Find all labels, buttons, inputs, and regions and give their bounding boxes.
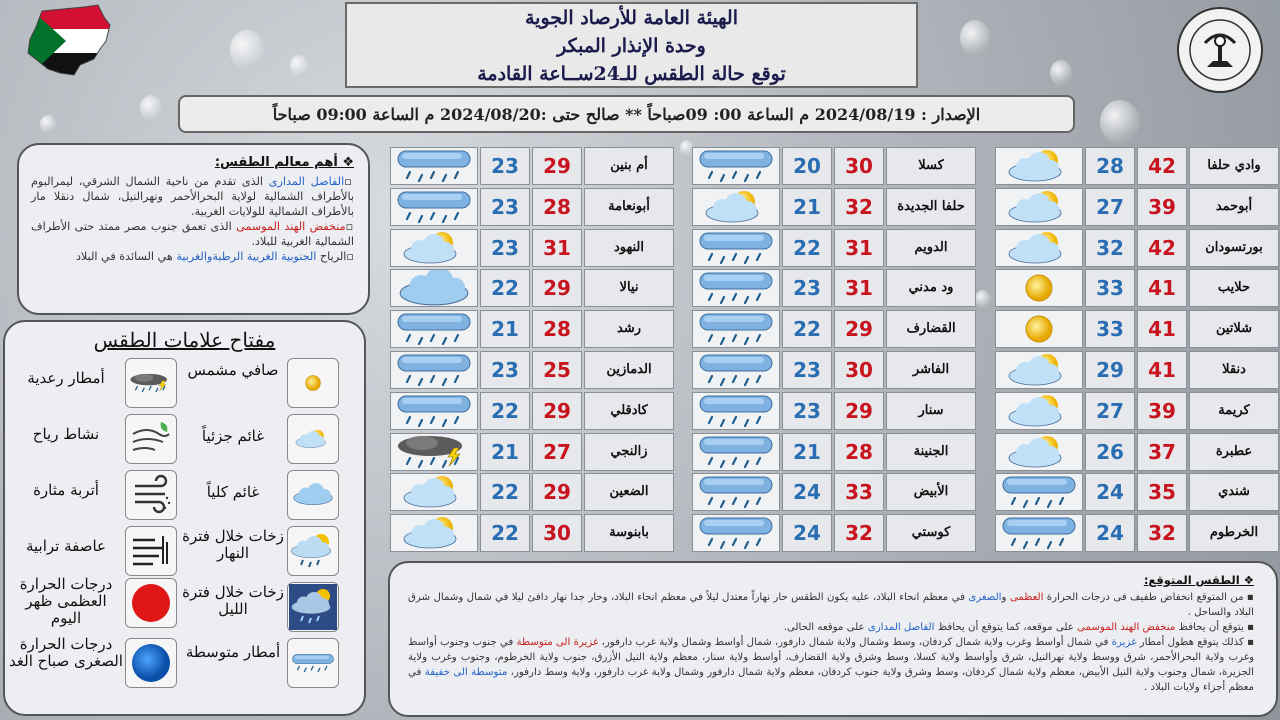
- min-temp: 24: [1085, 473, 1135, 511]
- city-row: [993, 269, 1279, 307]
- city-name: حلفا الجديدة: [886, 188, 976, 226]
- city-row: [690, 269, 976, 307]
- rain-icon: [692, 392, 780, 430]
- max-temp: 30: [834, 351, 884, 389]
- city-name: دنقلا: [1189, 351, 1279, 389]
- partly-cloudy-icon: [995, 147, 1083, 185]
- forecast-paragraph: ▪ من المتوقع انخفاض طفيف فى درجات الحرارة العظمى والصغرى في معظم انحاء البلاد، عليه يكون الطقس حار نهاراً معتدل ليلاً في معظم انحاء البلاد، وحار جدا نهار دافئ ليلا في شمال وشمال شرق البلاد والساحل .: [408, 592, 1254, 618]
- max-temp: 32: [1137, 514, 1187, 552]
- city-row: [388, 351, 674, 389]
- city-name: القضارف: [886, 310, 976, 348]
- city-name: كوستي: [886, 514, 976, 552]
- city-name: الجنينة: [886, 433, 976, 471]
- dust-icon: [125, 470, 177, 520]
- forecast-section-title: ❖ الطقس المتوقع:: [1143, 573, 1254, 587]
- city-name: ود مدني: [886, 269, 976, 307]
- city-row: [388, 392, 674, 430]
- min-temp: 22: [480, 269, 530, 307]
- city-row: [690, 514, 976, 552]
- city-row: [690, 351, 976, 389]
- city-name: كسلا: [886, 147, 976, 185]
- max-temp: 29: [532, 473, 582, 511]
- city-row: [993, 514, 1279, 552]
- issue-validity-bar: [178, 95, 1075, 133]
- city-name: الدويم: [886, 229, 976, 267]
- city-name: النهود: [584, 229, 674, 267]
- cloudy-icon: [287, 470, 339, 520]
- min-temp: 23: [782, 351, 832, 389]
- legend-label: زخات خلال فترة الليل: [182, 583, 284, 618]
- city-row: [388, 147, 674, 185]
- legend-label: درجات الحرارة الصغرى صباح الغد: [9, 635, 123, 670]
- cloudy-icon: [390, 269, 478, 307]
- partly-cloudy-icon: [995, 188, 1083, 226]
- met-authority-logo-icon: [1175, 5, 1265, 95]
- night-showers-icon: [287, 582, 339, 632]
- max-temp: 37: [1137, 433, 1187, 471]
- city-name: كريمة: [1189, 392, 1279, 430]
- max-temp: 33: [834, 473, 884, 511]
- max-temp: 29: [834, 392, 884, 430]
- max-temp: 29: [532, 269, 582, 307]
- max-temp: 32: [834, 514, 884, 552]
- max-temp: 41: [1137, 310, 1187, 348]
- legend-label: غائم جزئياً: [201, 427, 265, 445]
- max-temp: 30: [834, 147, 884, 185]
- thunderstorm-icon: [125, 358, 177, 408]
- thunderstorm-icon: [390, 433, 478, 471]
- expected-weather-panel: [388, 561, 1278, 717]
- max-temp: 31: [834, 229, 884, 267]
- sunny-icon: [995, 269, 1083, 307]
- sunny-icon: [287, 358, 339, 408]
- rain-icon: [692, 433, 780, 471]
- max-temp: 41: [1137, 269, 1187, 307]
- rain-icon: [390, 392, 478, 430]
- legend-title: مفتاح علامات الطقس: [93, 328, 276, 352]
- rain-icon: [390, 310, 478, 348]
- min-temp: 22: [782, 310, 832, 348]
- city-name: شندي: [1189, 473, 1279, 511]
- city-name: الدمازين: [584, 351, 674, 389]
- city-row: [993, 147, 1279, 185]
- min-temp: 23: [480, 351, 530, 389]
- min-temp: 23: [480, 229, 530, 267]
- weather-features-panel: [17, 143, 370, 315]
- legend-label: صافي مشمس: [187, 361, 279, 379]
- feature-item: ▫الرياح الجنوبية الغربية الرطبةوالغربية هي السائدة في البلاد: [75, 250, 354, 263]
- max-temp: 31: [834, 269, 884, 307]
- partly-cloudy-icon: [995, 351, 1083, 389]
- city-name: الفاشر: [886, 351, 976, 389]
- min-temp: 22: [782, 229, 832, 267]
- day-showers-icon: [287, 526, 339, 576]
- city-row: [690, 392, 976, 430]
- min-temp: 24: [1085, 514, 1135, 552]
- city-name: زالنجي: [584, 433, 674, 471]
- max-temp: 32: [834, 188, 884, 226]
- header-title-box: [345, 2, 918, 88]
- min-temp: 21: [480, 310, 530, 348]
- max-temp: 39: [1137, 188, 1187, 226]
- partly-cloudy-icon: [390, 229, 478, 267]
- min-temp: 22: [480, 514, 530, 552]
- city-row: [690, 310, 976, 348]
- max-temp-icon: [125, 578, 177, 628]
- wind-icon: [125, 414, 177, 464]
- min-temp: 29: [1085, 351, 1135, 389]
- max-temp: 28: [532, 310, 582, 348]
- partly-cloudy-icon: [390, 514, 478, 552]
- min-temp: 23: [480, 147, 530, 185]
- min-temp: 27: [1085, 392, 1135, 430]
- city-name: رشد: [584, 310, 674, 348]
- city-name: شلاتين: [1189, 310, 1279, 348]
- city-name: الضعين: [584, 473, 674, 511]
- city-row: [690, 433, 976, 471]
- max-temp: 29: [532, 147, 582, 185]
- max-temp: 28: [834, 433, 884, 471]
- max-temp: 25: [532, 351, 582, 389]
- forecast-title: توقع حالة الطقس للـ24ســاعة القادمة: [477, 63, 786, 85]
- legend-label: أتربة مثارة: [33, 481, 99, 499]
- city-row: [690, 188, 976, 226]
- rain-icon: [390, 147, 478, 185]
- city-row: [993, 188, 1279, 226]
- rain-icon: [692, 147, 780, 185]
- min-temp: 22: [480, 473, 530, 511]
- city-row: [993, 229, 1279, 267]
- unit-name: وحدة الإنذار المبكر: [557, 35, 706, 57]
- partly-cloudy-icon: [995, 433, 1083, 471]
- issue-validity-text: الإصدار : 2024/08/19 م الساعة 00: 09صباحاً ** صالح حتى :2024/08/20 م الساعة 09:00 صباحاً: [272, 104, 981, 124]
- rain-icon: [390, 351, 478, 389]
- max-temp: 42: [1137, 229, 1187, 267]
- rain-icon: [692, 473, 780, 511]
- city-row: [993, 433, 1279, 471]
- feature-item: ▫منخفض الهند الموسمى الذى تعمق جنوب مصر ممتد حتى الأطراف الشمالية الغربية للبلاد.: [31, 220, 354, 248]
- rain-icon: [692, 514, 780, 552]
- city-name: حلايب: [1189, 269, 1279, 307]
- partly-cloudy-icon: [995, 392, 1083, 430]
- rain-icon: [995, 514, 1083, 552]
- legend-label: غائم كلياً: [206, 483, 260, 501]
- max-temp: 39: [1137, 392, 1187, 430]
- city-row: [388, 269, 674, 307]
- min-temp: 21: [782, 433, 832, 471]
- city-name: نيالا: [584, 269, 674, 307]
- min-temp: 23: [782, 392, 832, 430]
- min-temp: 33: [1085, 310, 1135, 348]
- max-temp: 41: [1137, 351, 1187, 389]
- city-row: [388, 188, 674, 226]
- city-name: الخرطوم: [1189, 514, 1279, 552]
- city-row: [388, 433, 674, 471]
- city-row: [690, 229, 976, 267]
- rain-icon: [692, 269, 780, 307]
- max-temp: 42: [1137, 147, 1187, 185]
- city-name: الأبيض: [886, 473, 976, 511]
- city-row: [993, 310, 1279, 348]
- city-name: وادي حلفا: [1189, 147, 1279, 185]
- legend-label: درجات الحرارة العظمى ظهر اليوم: [19, 575, 113, 627]
- city-row: [388, 514, 674, 552]
- max-temp: 29: [532, 392, 582, 430]
- legend-label: أمطار رعدية: [27, 369, 105, 387]
- rain-icon: [995, 473, 1083, 511]
- min-temp: 23: [480, 188, 530, 226]
- weather-legend-panel: [3, 320, 366, 716]
- partly-cloudy-icon: [287, 414, 339, 464]
- min-temp: 28: [1085, 147, 1135, 185]
- rain-icon: [287, 638, 339, 688]
- rain-icon: [692, 310, 780, 348]
- max-temp: 35: [1137, 473, 1187, 511]
- city-row: [388, 229, 674, 267]
- city-row: [388, 473, 674, 511]
- max-temp: 27: [532, 433, 582, 471]
- max-temp: 30: [532, 514, 582, 552]
- features-title: ❖ أهم معالم الطقس:: [214, 155, 354, 170]
- city-row: [993, 351, 1279, 389]
- legend-label: نشاط رياح: [32, 425, 100, 443]
- city-row: [690, 147, 976, 185]
- min-temp: 32: [1085, 229, 1135, 267]
- min-temp: 24: [782, 514, 832, 552]
- min-temp: 21: [480, 433, 530, 471]
- legend-label: أمطار متوسطة: [185, 643, 281, 661]
- partly-cloudy-icon: [692, 188, 780, 226]
- max-temp: 28: [532, 188, 582, 226]
- min-temp: 22: [480, 392, 530, 430]
- min-temp-icon: [125, 638, 177, 688]
- city-name: بابنوسة: [584, 514, 674, 552]
- min-temp: 23: [782, 269, 832, 307]
- feature-item: ▫الفاصل المدارى الذى تقدم من ناحية الشمال الشرقي، ليمرالبوم بالأطراف الشمالية لولاية البحرالأحمر ونهرالنيل، شمال دنقلا مار بالأطراف الشمالية للولايات الغربية.: [31, 175, 354, 218]
- city-name: عطبرة: [1189, 433, 1279, 471]
- max-temp: 29: [834, 310, 884, 348]
- rain-icon: [692, 229, 780, 267]
- sunny-icon: [995, 310, 1083, 348]
- min-temp: 27: [1085, 188, 1135, 226]
- city-row: [388, 310, 674, 348]
- forecast-paragraph: ▪ كذلك يتوقع هطول أمطار غزيرة في شمال أواسط وغرب ولاية شمال كردفان، وسط وشمال ولاية شمال دارفور، شمال أواسط وشمال ولاية غرب دارفور، غزيرة الى متوسطة في جنوب وجنوب أواسط وغرب ولاية البحرالأحمر، شرق ووسط ولاية نهرالنيل، شرق وأواسط ولاية كسلا، وسط وشرق ولاية القضارف، أواسط ولاية سنار، معظم ولاية النيل الأزرق، جنوب ولاية الخرطوم، وجنوب وغرب ولاية الجزيرة، شمال وجنوب ولاية النيل الأبيض، معظم ولاية شمال كردفان، وسط وشرق ولاية جنوب كردفان، معظم ولاية شمال دارفور وشمال ولاية غرب دارفور، ولاية وسط دارفور، متوسطة الى خفيفة في معظم أجزاء ولايات البلاد .: [408, 637, 1254, 693]
- min-temp: 33: [1085, 269, 1135, 307]
- min-temp: 24: [782, 473, 832, 511]
- min-temp: 20: [782, 147, 832, 185]
- city-name: أبونعامة: [584, 188, 674, 226]
- legend-label: عاصفة ترابية: [25, 537, 107, 555]
- city-row: [993, 392, 1279, 430]
- forecast-paragraph: ▪ يتوقع أن يحافظ منخفض الهند الموسمى على موقعه، كما يتوقع أن يحافظ الفاصل المدارى على موقعه الحالى.: [783, 622, 1254, 633]
- city-name: أبوحمد: [1189, 188, 1279, 226]
- dust-storm-icon: [125, 526, 177, 576]
- rain-icon: [390, 188, 478, 226]
- legend-label: زخات خلال فترة النهار: [182, 527, 284, 562]
- city-row: [690, 473, 976, 511]
- city-row: [993, 473, 1279, 511]
- min-temp: 26: [1085, 433, 1135, 471]
- city-name: سنار: [886, 392, 976, 430]
- authority-name: الهيئة العامة للأرصاد الجوية: [524, 7, 739, 29]
- partly-cloudy-icon: [995, 229, 1083, 267]
- rain-icon: [692, 351, 780, 389]
- max-temp: 31: [532, 229, 582, 267]
- min-temp: 21: [782, 188, 832, 226]
- sudan-flag-map-icon: [24, 3, 114, 81]
- city-name: أم بنين: [584, 147, 674, 185]
- city-name: بورتسودان: [1189, 229, 1279, 267]
- city-name: كادقلي: [584, 392, 674, 430]
- partly-cloudy-icon: [390, 473, 478, 511]
